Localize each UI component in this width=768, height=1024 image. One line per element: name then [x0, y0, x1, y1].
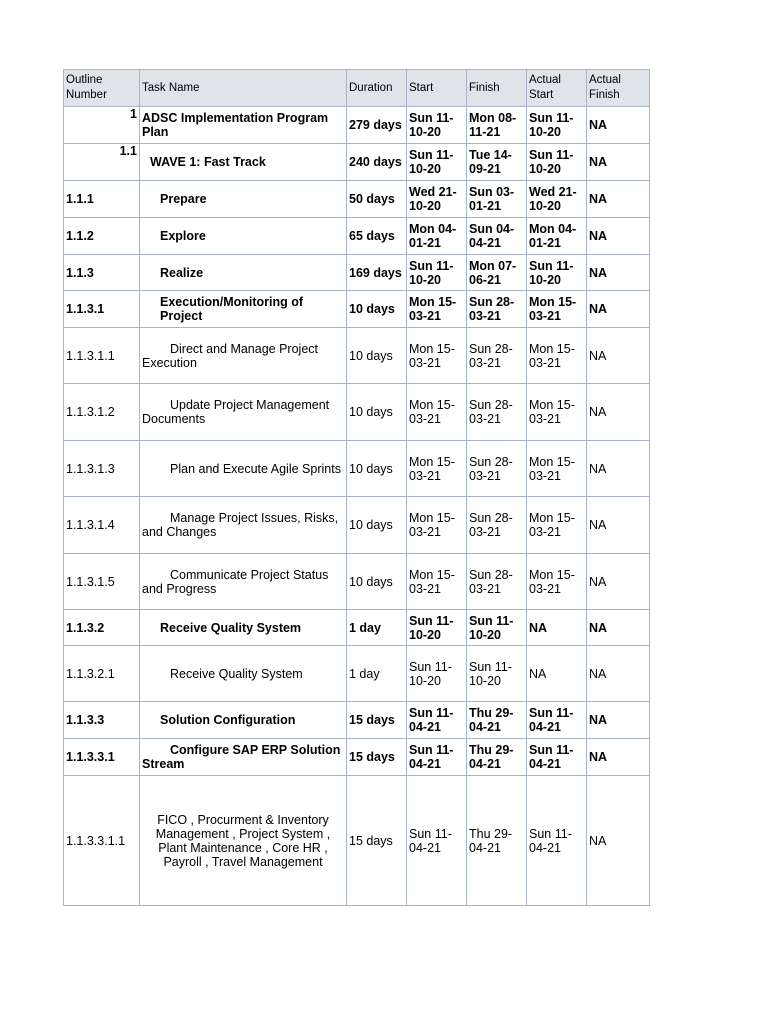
outline-number-cell: 1.1.3.1	[64, 291, 140, 328]
start-cell: Sun 11-04-21	[407, 776, 467, 906]
actual-finish-cell: NA	[587, 702, 650, 739]
task-name-text: Execution/Monitoring of Project	[160, 295, 304, 323]
header-outline-number: Outline Number	[64, 70, 140, 107]
header-actual-finish: Actual Finish	[587, 70, 650, 107]
outline-number-cell: 1	[64, 107, 140, 144]
table-row	[64, 255, 650, 291]
header-duration: Duration	[347, 70, 407, 107]
finish-cell: Sun 28-03-21	[467, 384, 527, 441]
actual-finish-cell: NA	[587, 441, 650, 497]
start-cell: Wed 21-10-20	[407, 181, 467, 218]
actual-start-cell: Mon 15-03-21	[527, 384, 587, 441]
start-cell: Mon 15-03-21	[407, 291, 467, 328]
task-name-cell	[140, 441, 347, 497]
duration-cell: 15 days	[347, 702, 407, 739]
actual-finish-cell: NA	[587, 384, 650, 441]
duration-cell: 10 days	[347, 384, 407, 441]
outline-number-cell: 1.1	[64, 144, 140, 181]
task-name-text: Realize	[160, 265, 204, 280]
task-name-cell	[140, 181, 347, 218]
start-cell: Mon 04-01-21	[407, 218, 467, 255]
task-name-cell	[140, 646, 347, 702]
finish-cell: Mon 07-06-21	[467, 255, 527, 291]
actual-finish-cell: NA	[587, 497, 650, 554]
duration-cell: 10 days	[347, 441, 407, 497]
start-cell: Mon 15-03-21	[407, 328, 467, 384]
table-row	[64, 291, 650, 328]
task-name-text: Configure SAP ERP Solution Stream	[142, 743, 341, 771]
table-row	[64, 144, 650, 181]
actual-finish-cell: NA	[587, 646, 650, 702]
duration-cell: 169 days	[347, 255, 407, 291]
finish-cell: Sun 04-04-21	[467, 218, 527, 255]
outline-number-cell: 1.1.3.3.1	[64, 739, 140, 776]
outline-number-cell: 1.1.3.3.1.1	[64, 776, 140, 906]
actual-finish-cell: NA	[587, 218, 650, 255]
actual-start-cell: Mon 15-03-21	[527, 441, 587, 497]
task-name-cell	[140, 497, 347, 554]
actual-finish-cell: NA	[587, 554, 650, 610]
finish-cell: Sun 28-03-21	[467, 328, 527, 384]
finish-cell: Thu 29-04-21	[467, 776, 527, 906]
outline-number-cell: 1.1.3.1.5	[64, 554, 140, 610]
task-name-text: WAVE 1: Fast Track	[150, 155, 266, 169]
duration-cell: 15 days	[347, 739, 407, 776]
start-cell: Sun 11-04-21	[407, 739, 467, 776]
actual-start-cell: Sun 11-04-21	[527, 776, 587, 906]
task-name-text: Update Project Management Documents	[142, 398, 330, 426]
header-task-name: Task Name	[140, 70, 347, 107]
table-row	[64, 107, 650, 144]
task-name-cell	[140, 554, 347, 610]
table-row	[64, 776, 650, 906]
task-name-text: FICO , Procurment & Inventory Management , Project System , Plant Maintenance , Core HR , Payroll , Travel Management	[155, 812, 331, 869]
task-name-text: Receive Quality System	[160, 620, 302, 635]
table-row	[64, 181, 650, 218]
task-name-text: Manage Project Issues, Risks, and Changes	[142, 511, 339, 539]
task-name-text: ADSC Implementation Program Plan	[142, 111, 329, 139]
finish-cell: Sun 28-03-21	[467, 497, 527, 554]
task-name-cell	[140, 776, 347, 906]
task-name-text: Solution Configuration	[160, 713, 296, 727]
finish-cell: Thu 29-04-21	[467, 739, 527, 776]
start-cell: Mon 15-03-21	[407, 554, 467, 610]
table-row	[64, 646, 650, 702]
duration-cell: 1 day	[347, 610, 407, 646]
duration-cell: 10 days	[347, 291, 407, 328]
actual-finish-cell: NA	[587, 144, 650, 181]
task-name-cell	[140, 291, 347, 328]
duration-cell: 10 days	[347, 328, 407, 384]
table-row	[64, 497, 650, 554]
actual-start-cell: NA	[527, 646, 587, 702]
actual-start-cell: Sun 11-10-20	[527, 144, 587, 181]
task-name-cell	[140, 328, 347, 384]
task-name-text: Prepare	[160, 192, 207, 206]
finish-cell: Sun 11-10-20	[467, 646, 527, 702]
task-name-text: Direct and Manage Project Execution	[142, 341, 318, 370]
header-start: Start	[407, 70, 467, 107]
actual-start-cell: Mon 15-03-21	[527, 291, 587, 328]
table-row	[64, 739, 650, 776]
duration-cell: 240 days	[347, 144, 407, 181]
start-cell: Sun 11-10-20	[407, 144, 467, 181]
outline-number-cell: 1.1.3.1.2	[64, 384, 140, 441]
task-name-text: Receive Quality System	[170, 666, 303, 681]
actual-start-cell: NA	[527, 610, 587, 646]
actual-finish-cell: NA	[587, 739, 650, 776]
outline-number-cell: 1.1.3.3	[64, 702, 140, 739]
outline-number-cell: 1.1.3.1.4	[64, 497, 140, 554]
task-name-cell	[140, 702, 347, 739]
finish-cell: Sun 28-03-21	[467, 441, 527, 497]
task-name-text: Explore	[160, 229, 206, 243]
start-cell: Mon 15-03-21	[407, 384, 467, 441]
task-name-cell	[140, 384, 347, 441]
actual-start-cell: Sun 11-10-20	[527, 255, 587, 291]
actual-finish-cell: NA	[587, 610, 650, 646]
task-name-text: Communicate Project Status and Progress	[142, 567, 329, 596]
finish-cell: Tue 14-09-21	[467, 144, 527, 181]
header-finish: Finish	[467, 70, 527, 107]
start-cell: Mon 15-03-21	[407, 441, 467, 497]
actual-start-cell: Mon 15-03-21	[527, 554, 587, 610]
header-row	[64, 70, 650, 107]
duration-cell: 15 days	[347, 776, 407, 906]
actual-finish-cell: NA	[587, 107, 650, 144]
actual-start-cell: Mon 15-03-21	[527, 328, 587, 384]
finish-cell: Sun 28-03-21	[467, 554, 527, 610]
actual-start-cell: Wed 21-10-20	[527, 181, 587, 218]
outline-number-cell: 1.1.1	[64, 181, 140, 218]
outline-number-cell: 1.1.2	[64, 218, 140, 255]
finish-cell: Mon 08-11-21	[467, 107, 527, 144]
project-schedule-table	[63, 69, 650, 906]
table-row	[64, 554, 650, 610]
start-cell: Mon 15-03-21	[407, 497, 467, 554]
duration-cell: 10 days	[347, 554, 407, 610]
duration-cell: 10 days	[347, 497, 407, 554]
actual-start-cell: Sun 11-04-21	[527, 702, 587, 739]
task-name-cell	[140, 255, 347, 291]
actual-start-cell: Sun 11-04-21	[527, 739, 587, 776]
actual-finish-cell: NA	[587, 181, 650, 218]
actual-start-cell: Mon 15-03-21	[527, 497, 587, 554]
outline-number-cell: 1.1.3.1.1	[64, 328, 140, 384]
actual-finish-cell: NA	[587, 328, 650, 384]
actual-finish-cell: NA	[587, 776, 650, 906]
actual-start-cell: Sun 11-10-20	[527, 107, 587, 144]
finish-cell: Sun 03-01-21	[467, 181, 527, 218]
actual-finish-cell: NA	[587, 255, 650, 291]
table-row	[64, 441, 650, 497]
duration-cell: 279 days	[347, 107, 407, 144]
start-cell: Sun 11-10-20	[407, 646, 467, 702]
table-row	[64, 610, 650, 646]
start-cell: Sun 11-10-20	[407, 255, 467, 291]
outline-number-cell: 1.1.3.2	[64, 610, 140, 646]
task-name-cell	[140, 144, 347, 181]
header-actual-start: Actual Start	[527, 70, 587, 107]
task-name-cell	[140, 218, 347, 255]
duration-cell: 1 day	[347, 646, 407, 702]
start-cell: Sun 11-04-21	[407, 702, 467, 739]
finish-cell: Sun 11-10-20	[467, 610, 527, 646]
task-name-cell	[140, 610, 347, 646]
finish-cell: Sun 28-03-21	[467, 291, 527, 328]
actual-finish-cell: NA	[587, 291, 650, 328]
actual-start-cell: Mon 04-01-21	[527, 218, 587, 255]
table-row	[64, 384, 650, 441]
outline-number-cell: 1.1.3.2.1	[64, 646, 140, 702]
duration-cell: 65 days	[347, 218, 407, 255]
duration-cell: 50 days	[347, 181, 407, 218]
table-row	[64, 702, 650, 739]
task-name-cell	[140, 107, 347, 144]
table-row	[64, 218, 650, 255]
table-row	[64, 328, 650, 384]
task-name-text: Plan and Execute Agile Sprints	[170, 461, 341, 476]
start-cell: Sun 11-10-20	[407, 610, 467, 646]
outline-number-cell: 1.1.3	[64, 255, 140, 291]
task-name-cell	[140, 739, 347, 776]
outline-number-cell: 1.1.3.1.3	[64, 441, 140, 497]
finish-cell: Thu 29-04-21	[467, 702, 527, 739]
start-cell: Sun 11-10-20	[407, 107, 467, 144]
